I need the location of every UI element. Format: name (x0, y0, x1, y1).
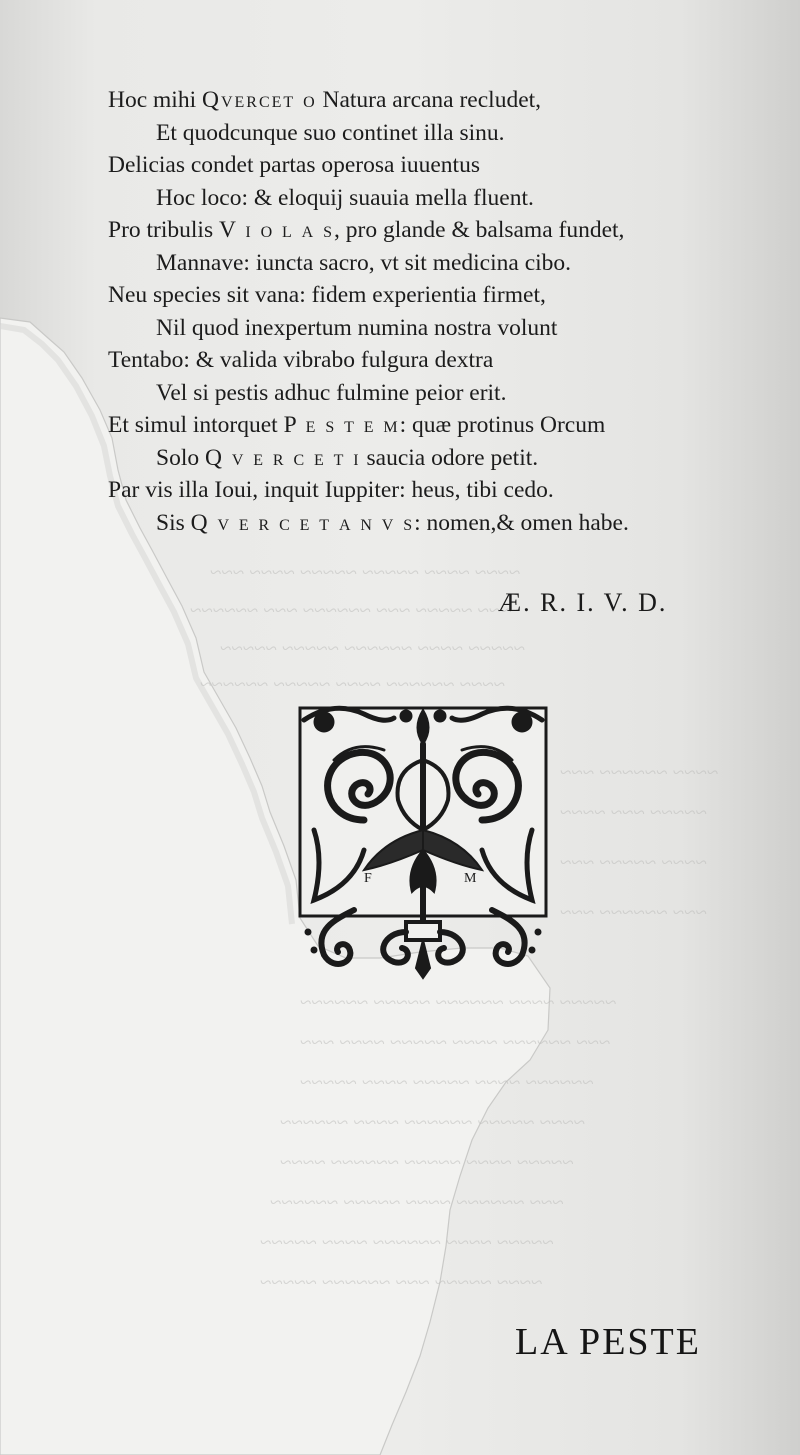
poem-line: Et simul intorquet P e s t e m: quæ protinus Orcum (108, 412, 606, 438)
bleed-through-text: ~~~~ ~~~~~~ ~~~ (560, 760, 719, 784)
bleed-through-text: ~~~ ~~~~~~ ~~~~ ~~~~~ ~~~~~~ (270, 1190, 564, 1214)
bleed-through-text: ~~~ ~~~~~~ ~~~ (560, 900, 707, 924)
poem-line: Mannave: iuncta sacro, vt sit medicina cibo. (156, 249, 572, 276)
poem-line: Sis Q v e r c e t a n v s: nomen,& omen habe. (156, 509, 629, 536)
bleed-through-text: ~~~ ~~~~~ ~~~ ~~~~~~ ~~~ ~~~~~~ (190, 598, 512, 622)
signature-initials: Æ. R. I. V. D. (498, 588, 668, 617)
catchword: LA PESTE (515, 1321, 701, 1363)
bleed-through-text: ~~~~~ ~~~~ ~~~~~~ ~~~~ ~~~~~ (260, 1230, 554, 1254)
bleed-through-text: ~~~~ ~~~~~ ~~~ (560, 850, 707, 874)
poem-line: Pro tribulis V i o l a s, pro glande & balsama fundet, (108, 217, 625, 243)
bleed-through-text: ~~~~~ ~~~~ ~~~~~~ ~~~~~ ~~~~~~ (300, 990, 617, 1014)
svg-text:M: M (464, 871, 477, 886)
poem-line: Et quodcunque suo continet illa sinu. (156, 119, 505, 146)
poem-line: Neu species sit vana: fidem experientia firmet, (108, 282, 546, 308)
bleed-through-text: ~~~~ ~~~~~ ~~~~~~ ~~~~ ~~~~~~ (280, 1110, 586, 1134)
bleed-through-text: ~~~~ ~~~~~~ ~~~~ ~~~~~ ~~~~~~ (200, 672, 506, 696)
svg-text:F: F (364, 871, 372, 886)
bleed-through-text: ~~~~~ ~~~~ ~~~~~~ ~~~~~ ~~~~~ (220, 636, 526, 660)
poem-line: Delicias condet partas operosa iuuentus (108, 152, 480, 178)
poem-line: Nil quod inexpertum numina nostra volunt (156, 314, 558, 341)
bleed-through-text: ~~~~ ~~~~~ ~~~ ~~~~~~ ~~~~~ (260, 1270, 543, 1294)
bleed-through-text: ~~~~~ ~~~ ~~~~ (560, 800, 707, 824)
floral-ornament-icon (294, 700, 552, 982)
poem-line: Par vis illa Ioui, inquit Iuppiter: heus, tibi cedo. (108, 477, 554, 503)
poem-text (108, 84, 728, 539)
bleed-through-text: ~~~~ ~~~~ ~~~~~ ~~~~~ ~~~~ ~~~ (210, 560, 521, 584)
bleed-through-text: ~~~~~ ~~~~ ~~~~~ ~~~~~~ ~~~~ (280, 1150, 574, 1174)
poem-line: Vel si pestis adhuc fulmine peior erit. (156, 379, 507, 406)
poem-line: Hoc mihi Qvercet o Natura arcana recludet, (108, 87, 542, 113)
poem-line: Solo Q v e r c e t i saucia odore petit. (156, 444, 539, 471)
poem-line: Tentabo: & valida vibrabo fulgura dextra (108, 347, 494, 373)
poem-line: Hoc loco: & eloquij suauia mella fluent. (156, 184, 534, 211)
bleed-through-text: ~~~~~~ ~~~~ ~~~~~ ~~~~ ~~~~~ (300, 1070, 594, 1094)
bleed-through-text: ~~~ ~~~~~~ ~~~~ ~~~~~ ~~~~ ~~~ (300, 1030, 611, 1054)
